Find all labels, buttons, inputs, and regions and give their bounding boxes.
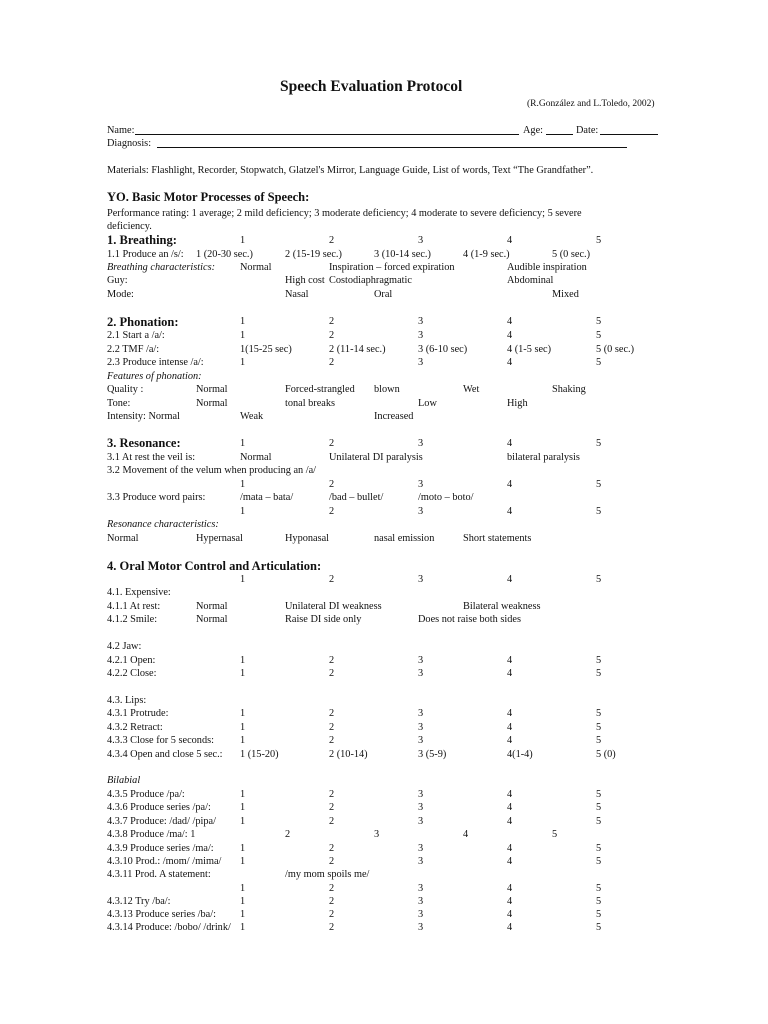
item-4-3-12-label: 4.3.12 Try /ba/: — [107, 896, 171, 907]
option[interactable]: High — [507, 398, 528, 409]
option[interactable]: 1 — [240, 843, 246, 854]
option[interactable]: 5 — [596, 909, 602, 920]
word-pair: /bad – bullet/ — [329, 492, 384, 503]
option[interactable]: High cost — [285, 275, 325, 286]
option[interactable]: 5 (0 sec.) — [552, 249, 591, 260]
option[interactable]: 2 — [329, 816, 335, 827]
option[interactable]: 4 — [507, 722, 513, 733]
option[interactable]: Unilateral DI weakness — [285, 601, 382, 612]
option[interactable]: 3 — [418, 802, 424, 813]
item-4-3-14-label: 4.3.14 Produce: /bobo/ /drink/ — [107, 922, 231, 933]
statement-text: /my mom spoils me/ — [285, 869, 370, 880]
option[interactable]: 1 — [240, 357, 246, 368]
option[interactable]: 2 — [329, 655, 335, 666]
option[interactable]: 4 — [507, 922, 513, 933]
option[interactable]: 5 — [552, 829, 558, 840]
option[interactable]: 2 (11-14 sec.) — [329, 344, 386, 355]
item-2-3-label: 2.3 Produce intense /a/: — [107, 357, 204, 368]
option[interactable]: 3 — [418, 909, 424, 920]
item-4-3-5-label: 4.3.5 Produce /pa/: — [107, 789, 185, 800]
scale-5[interactable]: 5 — [596, 574, 602, 585]
scale-2[interactable]: 2 — [329, 574, 335, 585]
item-4-3-11-label: 4.3.11 Prod. A statement: — [107, 869, 211, 880]
option[interactable]: 4 — [507, 506, 513, 517]
word-pair: /moto – boto/ — [418, 492, 474, 503]
option[interactable]: 2 — [329, 668, 335, 679]
option[interactable]: 1 — [240, 330, 246, 341]
age-field[interactable] — [546, 134, 573, 135]
item-4-3-2-label: 4.3.2 Retract: — [107, 722, 163, 733]
option[interactable]: 4 — [507, 856, 513, 867]
option[interactable]: 2 — [329, 735, 335, 746]
option[interactable]: Unilateral DI paralysis — [329, 452, 423, 463]
option[interactable]: 2 — [329, 506, 335, 517]
option[interactable]: 4 — [507, 479, 513, 490]
option[interactable]: 4(1-4) — [507, 749, 533, 760]
option[interactable]: 2 — [329, 708, 335, 719]
option[interactable]: Shaking — [552, 384, 586, 395]
resonance-characteristics-label: Resonance characteristics: — [107, 519, 219, 530]
option[interactable]: 5 — [596, 802, 602, 813]
option[interactable]: 3 — [418, 506, 424, 517]
word-pair: /mata – bata/ — [240, 492, 294, 503]
option[interactable]: 1 — [240, 735, 246, 746]
option[interactable]: 3 — [418, 479, 424, 490]
option[interactable]: 4 — [507, 735, 513, 746]
option[interactable]: bilateral paralysis — [507, 452, 580, 463]
option[interactable]: 2 — [329, 856, 335, 867]
option[interactable]: 4 (1-5 sec) — [507, 344, 552, 355]
item-4-1-1-label: 4.1.1 At rest: — [107, 601, 161, 612]
item-4-3-1-label: 4.3.1 Protrude: — [107, 708, 169, 719]
oral-motor-heading: 4. Oral Motor Control and Articulation: — [107, 559, 322, 573]
item-4-3-6-label: 4.3.6 Produce series /pa/: — [107, 802, 211, 813]
option[interactable]: Forced-strangled — [285, 384, 355, 395]
option[interactable]: 3 (10-14 sec.) — [374, 249, 431, 260]
option[interactable]: 1 — [240, 708, 246, 719]
option[interactable]: Hyponasal — [285, 533, 330, 544]
option[interactable]: 2 — [329, 330, 335, 341]
item-2-2-label: 2.2 TMF /a/: — [107, 344, 160, 355]
item-3-2-label: 3.2 Movement of the velum when producing an /a/ — [107, 465, 317, 476]
jaw-label: 4.2 Jaw: — [107, 641, 142, 652]
option[interactable]: Does not raise both sides — [418, 614, 521, 625]
scale-3[interactable]: 3 — [418, 438, 424, 449]
option[interactable]: 1 — [240, 883, 246, 894]
option[interactable]: Raise DI side only — [285, 614, 362, 625]
option[interactable]: 1 — [240, 655, 246, 666]
scale-4[interactable]: 4 — [507, 438, 513, 449]
diagnosis-field[interactable] — [157, 147, 627, 148]
scale-5[interactable]: 5 — [596, 438, 602, 449]
option[interactable]: 4 — [507, 816, 513, 827]
item-1-1-label: 1.1 Produce an /s/: — [107, 249, 184, 260]
scale-2[interactable]: 2 — [329, 316, 335, 327]
option[interactable]: 5 — [596, 506, 602, 517]
option[interactable]: 4 — [507, 655, 513, 666]
scale-3[interactable]: 3 — [418, 235, 424, 246]
option[interactable]: 4 — [507, 668, 513, 679]
option[interactable]: 3 — [418, 856, 424, 867]
option[interactable]: 1 (15-20) — [240, 749, 279, 760]
option[interactable]: Bilateral weakness — [463, 601, 541, 612]
option[interactable]: 2 — [329, 479, 335, 490]
citation: (R.González and L.Toledo, 2002) — [527, 99, 655, 109]
option[interactable]: 5 — [596, 896, 602, 907]
option[interactable]: 3 (6-10 sec) — [418, 344, 468, 355]
option[interactable]: 2 — [329, 909, 335, 920]
option[interactable]: 4 — [507, 843, 513, 854]
option[interactable]: Normal — [240, 452, 272, 463]
option[interactable]: 1 — [240, 668, 246, 679]
option[interactable]: Weak — [240, 411, 264, 422]
rating-scale-text: Performance rating: 1 average; 2 mild deficiency; 3 moderate deficiency; 4 moderate to severe deficiency; 5 severe — [107, 208, 582, 219]
scale-1[interactable]: 1 — [240, 438, 246, 449]
option[interactable]: Normal — [196, 398, 228, 409]
guy-label: Guy: — [107, 275, 128, 286]
option[interactable]: Normal — [107, 533, 139, 544]
option[interactable]: 2 — [329, 843, 335, 854]
option[interactable]: 3 — [418, 655, 424, 666]
option[interactable]: 1(15-25 sec) — [240, 344, 292, 355]
option[interactable]: 5 — [596, 735, 602, 746]
option[interactable]: 2 — [285, 829, 291, 840]
breathing-characteristics-label: Breathing characteristics: — [107, 262, 216, 273]
date-label: Date: — [576, 125, 599, 136]
option[interactable]: Mixed — [552, 289, 579, 300]
diagnosis-label: Diagnosis: — [107, 138, 152, 149]
option[interactable]: 1 — [240, 479, 246, 490]
option[interactable]: 1 — [240, 789, 246, 800]
phonation-heading: 2. Phonation: — [107, 315, 179, 329]
option[interactable]: 5 — [596, 655, 602, 666]
option[interactable]: Costodiaphragmatic — [329, 275, 412, 286]
scale-5[interactable]: 5 — [596, 235, 602, 246]
option[interactable]: 1 — [240, 896, 246, 907]
option[interactable]: 5 — [596, 789, 602, 800]
option[interactable]: 3 — [418, 789, 424, 800]
option[interactable]: 4 — [507, 330, 513, 341]
item-2-1-label: 2.1 Start a /a/: — [107, 330, 165, 341]
option[interactable]: 3 — [418, 843, 424, 854]
option[interactable]: 5 (0) — [596, 749, 616, 760]
option[interactable]: 1 — [240, 909, 246, 920]
option[interactable]: 2 — [329, 802, 335, 813]
option[interactable]: 2 (15-19 sec.) — [285, 249, 342, 260]
option[interactable]: 1 — [240, 856, 246, 867]
item-4-1-2-label: 4.1.2 Smile: — [107, 614, 158, 625]
option[interactable]: 3 (5-9) — [418, 749, 447, 760]
option[interactable]: 5 — [596, 856, 602, 867]
option[interactable]: 4 — [507, 802, 513, 813]
option[interactable]: Normal — [196, 614, 228, 625]
option[interactable]: 4 — [507, 789, 513, 800]
option[interactable]: 3 — [418, 330, 424, 341]
option[interactable]: nasal emission — [374, 533, 435, 544]
option[interactable]: 4 — [507, 909, 513, 920]
scale-4[interactable]: 4 — [507, 316, 513, 327]
resonance-heading: 3. Resonance: — [107, 436, 181, 450]
option[interactable]: 5 — [596, 722, 602, 733]
bilabial-label: Bilabial — [107, 775, 141, 786]
mode-label: Mode: — [107, 289, 134, 300]
option[interactable]: 3 — [418, 668, 424, 679]
item-4-3-4-label: 4.3.4 Open and close 5 sec.: — [107, 749, 223, 760]
phonation-features-label: Features of phonation: — [107, 371, 202, 382]
option[interactable]: blown — [374, 384, 400, 395]
option[interactable]: 2 — [329, 883, 335, 894]
option[interactable]: 1 — [240, 802, 246, 813]
option[interactable]: 3 — [418, 708, 424, 719]
option[interactable]: 5 — [596, 668, 602, 679]
scale-4[interactable]: 4 — [507, 235, 513, 246]
item-4-3-8-label: 4.3.8 Produce /ma/: 1 — [107, 829, 196, 840]
scale-2[interactable]: 2 — [329, 438, 335, 449]
option[interactable]: 4 — [507, 896, 513, 907]
option[interactable]: 5 (0 sec.) — [596, 344, 635, 355]
breathing-heading: 1. Breathing: — [107, 233, 177, 247]
intensity-label: Intensity: Normal — [107, 411, 180, 422]
option[interactable]: 2 — [329, 896, 335, 907]
option[interactable]: tonal breaks — [285, 398, 336, 409]
rating-scale-text-cont: deficiency. — [107, 221, 152, 232]
option[interactable]: 5 — [596, 357, 602, 368]
item-4-2-2-label: 4.2.2 Close: — [107, 668, 157, 679]
name-label: Name: — [107, 125, 135, 136]
option[interactable]: 1 — [240, 922, 246, 933]
option[interactable]: Normal — [196, 384, 228, 395]
scale-2[interactable]: 2 — [329, 235, 335, 246]
option[interactable]: 3 — [374, 829, 380, 840]
option[interactable]: 5 — [596, 330, 602, 341]
option[interactable]: 5 — [596, 708, 602, 719]
option[interactable]: 2 — [329, 789, 335, 800]
item-4-3-13-label: 4.3.13 Produce series /ba/: — [107, 909, 216, 920]
option[interactable]: 4 — [507, 708, 513, 719]
option[interactable]: 2 — [329, 357, 335, 368]
option[interactable]: Abdominal — [507, 275, 554, 286]
option[interactable]: 5 — [596, 843, 602, 854]
option[interactable]: Inspiration – forced expiration — [329, 262, 455, 273]
option[interactable]: Nasal — [285, 289, 309, 300]
item-3-1-label: 3.1 At rest the veil is: — [107, 452, 196, 463]
option[interactable]: Increased — [374, 411, 414, 422]
option[interactable]: 3 — [418, 896, 424, 907]
option[interactable]: 1 — [240, 722, 246, 733]
scale-5[interactable]: 5 — [596, 316, 602, 327]
option[interactable]: 3 — [418, 735, 424, 746]
item-4-2-1-label: 4.2.1 Open: — [107, 655, 156, 666]
option[interactable]: 4 — [463, 829, 469, 840]
option[interactable]: Audible inspiration — [507, 262, 587, 273]
option[interactable]: Normal — [196, 601, 228, 612]
expensive-label: 4.1. Expensive: — [107, 587, 171, 598]
quality-label: Quality : — [107, 384, 144, 395]
tone-label: Tone: — [107, 398, 131, 409]
option[interactable]: Normal — [240, 262, 272, 273]
scale-3[interactable]: 3 — [418, 574, 424, 585]
item-4-3-3-label: 4.3.3 Close for 5 seconds: — [107, 735, 214, 746]
scale-1[interactable]: 1 — [240, 235, 246, 246]
name-field[interactable] — [135, 134, 519, 135]
scale-4[interactable]: 4 — [507, 574, 513, 585]
option[interactable]: 2 (10-14) — [329, 749, 368, 760]
option[interactable]: 5 — [596, 479, 602, 490]
option[interactable]: 1 — [240, 816, 246, 827]
option[interactable]: 5 — [596, 883, 602, 894]
scale-3[interactable]: 3 — [418, 316, 424, 327]
option[interactable]: 3 — [418, 883, 424, 894]
option[interactable]: 2 — [329, 922, 335, 933]
option[interactable]: 1 — [240, 506, 246, 517]
option[interactable]: 3 — [418, 816, 424, 827]
section-heading: YO. Basic Motor Processes of Speech: — [107, 190, 310, 204]
option[interactable]: 5 — [596, 922, 602, 933]
option[interactable]: 5 — [596, 816, 602, 827]
option[interactable]: Short statements — [463, 533, 532, 544]
item-3-3-label: 3.3 Produce word pairs: — [107, 492, 206, 503]
option[interactable]: 2 — [329, 722, 335, 733]
page-title: Speech Evaluation Protocol — [280, 78, 463, 95]
option[interactable]: 3 — [418, 357, 424, 368]
option[interactable]: 1 (20-30 sec.) — [196, 249, 253, 260]
age-label: Age: — [523, 125, 544, 136]
option[interactable]: 3 — [418, 722, 424, 733]
item-4-3-7-label: 4.3.7 Produce: /dad/ /pipa/ — [107, 816, 216, 827]
option[interactable]: Low — [418, 398, 437, 409]
option[interactable]: Oral — [374, 289, 393, 300]
date-field[interactable] — [600, 134, 658, 135]
option[interactable]: 3 — [418, 922, 424, 933]
item-4-3-9-label: 4.3.9 Produce series /ma/: — [107, 843, 214, 854]
option[interactable]: Wet — [463, 384, 480, 395]
option[interactable]: Hypernasal — [196, 533, 243, 544]
item-4-3-10-label: 4.3.10 Prod.: /mom/ /mima/ — [107, 856, 222, 867]
lips-label: 4.3. Lips: — [107, 695, 147, 706]
option[interactable]: 4 — [507, 357, 513, 368]
scale-1[interactable]: 1 — [240, 574, 246, 585]
option[interactable]: 4 (1-9 sec.) — [463, 249, 510, 260]
option[interactable]: 4 — [507, 883, 513, 894]
materials-text: Materials: Flashlight, Recorder, Stopwatch, Glatzel's Mirror, Language Guide, List of words, Text “The Grandfather”. — [107, 165, 594, 176]
scale-1[interactable]: 1 — [240, 316, 246, 327]
